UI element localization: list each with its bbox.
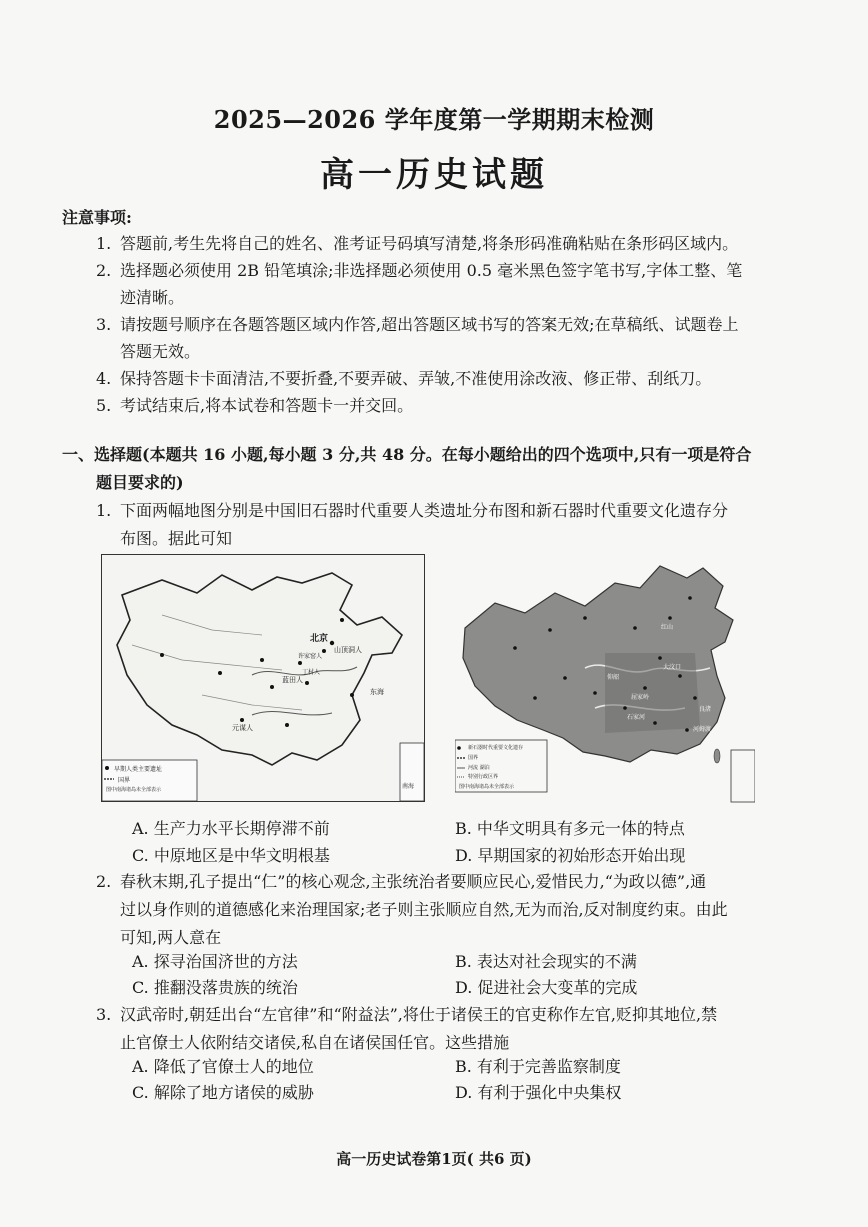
- note-number: 1.: [96, 234, 112, 253]
- note-text: 选择题必须使用 2B 铅笔填涂;非选择题必须使用 0.5 毫米黑色签字笔书写,字体工整、笔: [120, 261, 743, 280]
- exam-title: 高一历史试题: [320, 155, 548, 195]
- note-item: [96, 365, 816, 392]
- legend-item: 特别行政区界: [468, 774, 499, 780]
- note-item: [96, 230, 816, 257]
- map-label: 山顶洞人: [334, 646, 362, 654]
- question-stem: 汉武帝时,朝廷出台“左官律”和“附益法”,将仕于诸侯王的官吏称作左官,贬抑其地位,禁: [120, 1005, 718, 1024]
- section-instruction: 一、选择题(本题共 16 小题,每小题 3 分,共 48 分。在每小题给出的四个选项中,只有一项是符合: [62, 445, 752, 464]
- option-d[interactable]: D. 早期国家的初始形态开始出现: [455, 846, 686, 865]
- paleolithic-sites-map: [101, 554, 425, 802]
- map-label: 屈家岭: [631, 694, 650, 701]
- note-text-continued: 答题无效。: [120, 342, 201, 361]
- section-heading: [62, 441, 810, 497]
- map-label: 元谋人: [232, 724, 253, 732]
- question-stem: 下面两幅地图分别是中国旧石器时代重要人类遗址分布图和新石器时代重要文化遗存分: [120, 501, 729, 520]
- note-number: 3.: [96, 315, 112, 334]
- question-number: 1.: [96, 501, 112, 520]
- legend-item: 早期人类主要遗址: [114, 766, 163, 773]
- question-stem-continued: 止官僚士人依附结交诸侯,私自在诸侯国任官。这些措施: [120, 1033, 510, 1052]
- map-label: 蓝田人: [282, 676, 303, 684]
- map-label: 良渚: [699, 706, 712, 713]
- note-text-continued: 迹清晰。: [120, 288, 185, 307]
- option-b[interactable]: B. 表达对社会现实的不满: [455, 952, 637, 971]
- option-a[interactable]: A. 降低了官僚士人的地位: [132, 1057, 314, 1076]
- option-a[interactable]: A. 探寻治国济世的方法: [132, 952, 298, 971]
- question-number: 3.: [96, 1005, 112, 1024]
- option-c[interactable]: C. 推翻没落贵族的统治: [132, 978, 298, 997]
- map-label: 红山: [661, 624, 674, 631]
- legend-item: 图中南海诸岛未全部表示: [106, 787, 162, 793]
- map-label: 南海: [402, 783, 415, 790]
- notes-heading: 注意事项:: [62, 208, 132, 227]
- map-label: 丁村人: [302, 669, 321, 676]
- legend-item: 新石器时代重要文化遗存: [468, 745, 524, 751]
- note-item: [96, 311, 816, 365]
- note-number: 2.: [96, 261, 112, 280]
- option-b[interactable]: B. 有利于完善监察制度: [455, 1057, 621, 1076]
- map-label: 仰韶: [607, 674, 620, 681]
- map-label: 大汶口: [663, 664, 682, 671]
- map-label: 许家窑人: [298, 653, 323, 660]
- option-d[interactable]: D. 有利于强化中央集权: [455, 1083, 622, 1102]
- question-stem-continued: 可知,两人意在: [120, 928, 222, 947]
- option-b[interactable]: B. 中华文明具有多元一体的特点: [455, 819, 685, 838]
- option-c[interactable]: C. 中原地区是中华文明根基: [132, 846, 330, 865]
- question-3: [96, 1001, 808, 1057]
- map-label: 北京: [310, 634, 329, 644]
- legend-item: 国界: [118, 777, 131, 784]
- question-stem-continued: 过以身作则的道德感化来治理国家;老子则主张顺应自然,无为而治,反对制度约束。由此: [120, 900, 728, 919]
- neolithic-sites-map: [455, 558, 755, 803]
- note-text: 请按题号顺序在各题答题区域内作答,超出答题区域书写的答案无效;在草稿纸、试题卷上: [120, 315, 739, 334]
- page-footer: 高一历史试卷第1页( 共6 页): [336, 1150, 532, 1168]
- exam-subtitle: 2025—2026 学年度第一学期期末检测: [213, 105, 655, 134]
- note-item: [96, 257, 816, 311]
- question-2: [96, 868, 808, 952]
- note-number: 5.: [96, 396, 112, 415]
- question-stem: 春秋末期,孔子提出“仁”的核心观念,主张统治者要顺应民心,爱惜民力,“为政以德”,通: [120, 872, 707, 891]
- neolithic-map-graphic: [455, 558, 755, 803]
- note-text: 保持答题卡卡面清洁,不要折叠,不要弄破、弄皱,不准使用涂改液、修正带、刮纸刀。: [120, 369, 712, 388]
- note-number: 4.: [96, 369, 112, 388]
- option-c[interactable]: C. 解除了地方诸侯的威胁: [132, 1083, 314, 1102]
- section-instruction-continued: 题目要求的): [96, 473, 184, 492]
- note-text: 考试结束后,将本试卷和答题卡一并交回。: [120, 396, 414, 415]
- question-stem-continued: 布图。据此可知: [120, 529, 233, 548]
- map-label: 东海: [370, 688, 384, 696]
- option-d[interactable]: D. 促进社会大变革的完成: [455, 978, 638, 997]
- note-text: 答题前,考生先将自己的姓名、准考证号码填写清楚,将条形码准确粘贴在条形码区域内。: [120, 234, 739, 253]
- legend-item: 图中南海诸岛未全部表示: [459, 784, 515, 790]
- question-1: [96, 497, 808, 553]
- legend-item: 国界: [468, 755, 479, 761]
- map-label: 河姆渡: [693, 726, 712, 733]
- option-a[interactable]: A. 生产力水平长期停滞不前: [132, 819, 330, 838]
- legend-item: 河流 湖泊: [468, 765, 490, 771]
- question-number: 2.: [96, 872, 112, 891]
- note-item: [96, 392, 816, 419]
- map-label: 石家河: [627, 714, 646, 721]
